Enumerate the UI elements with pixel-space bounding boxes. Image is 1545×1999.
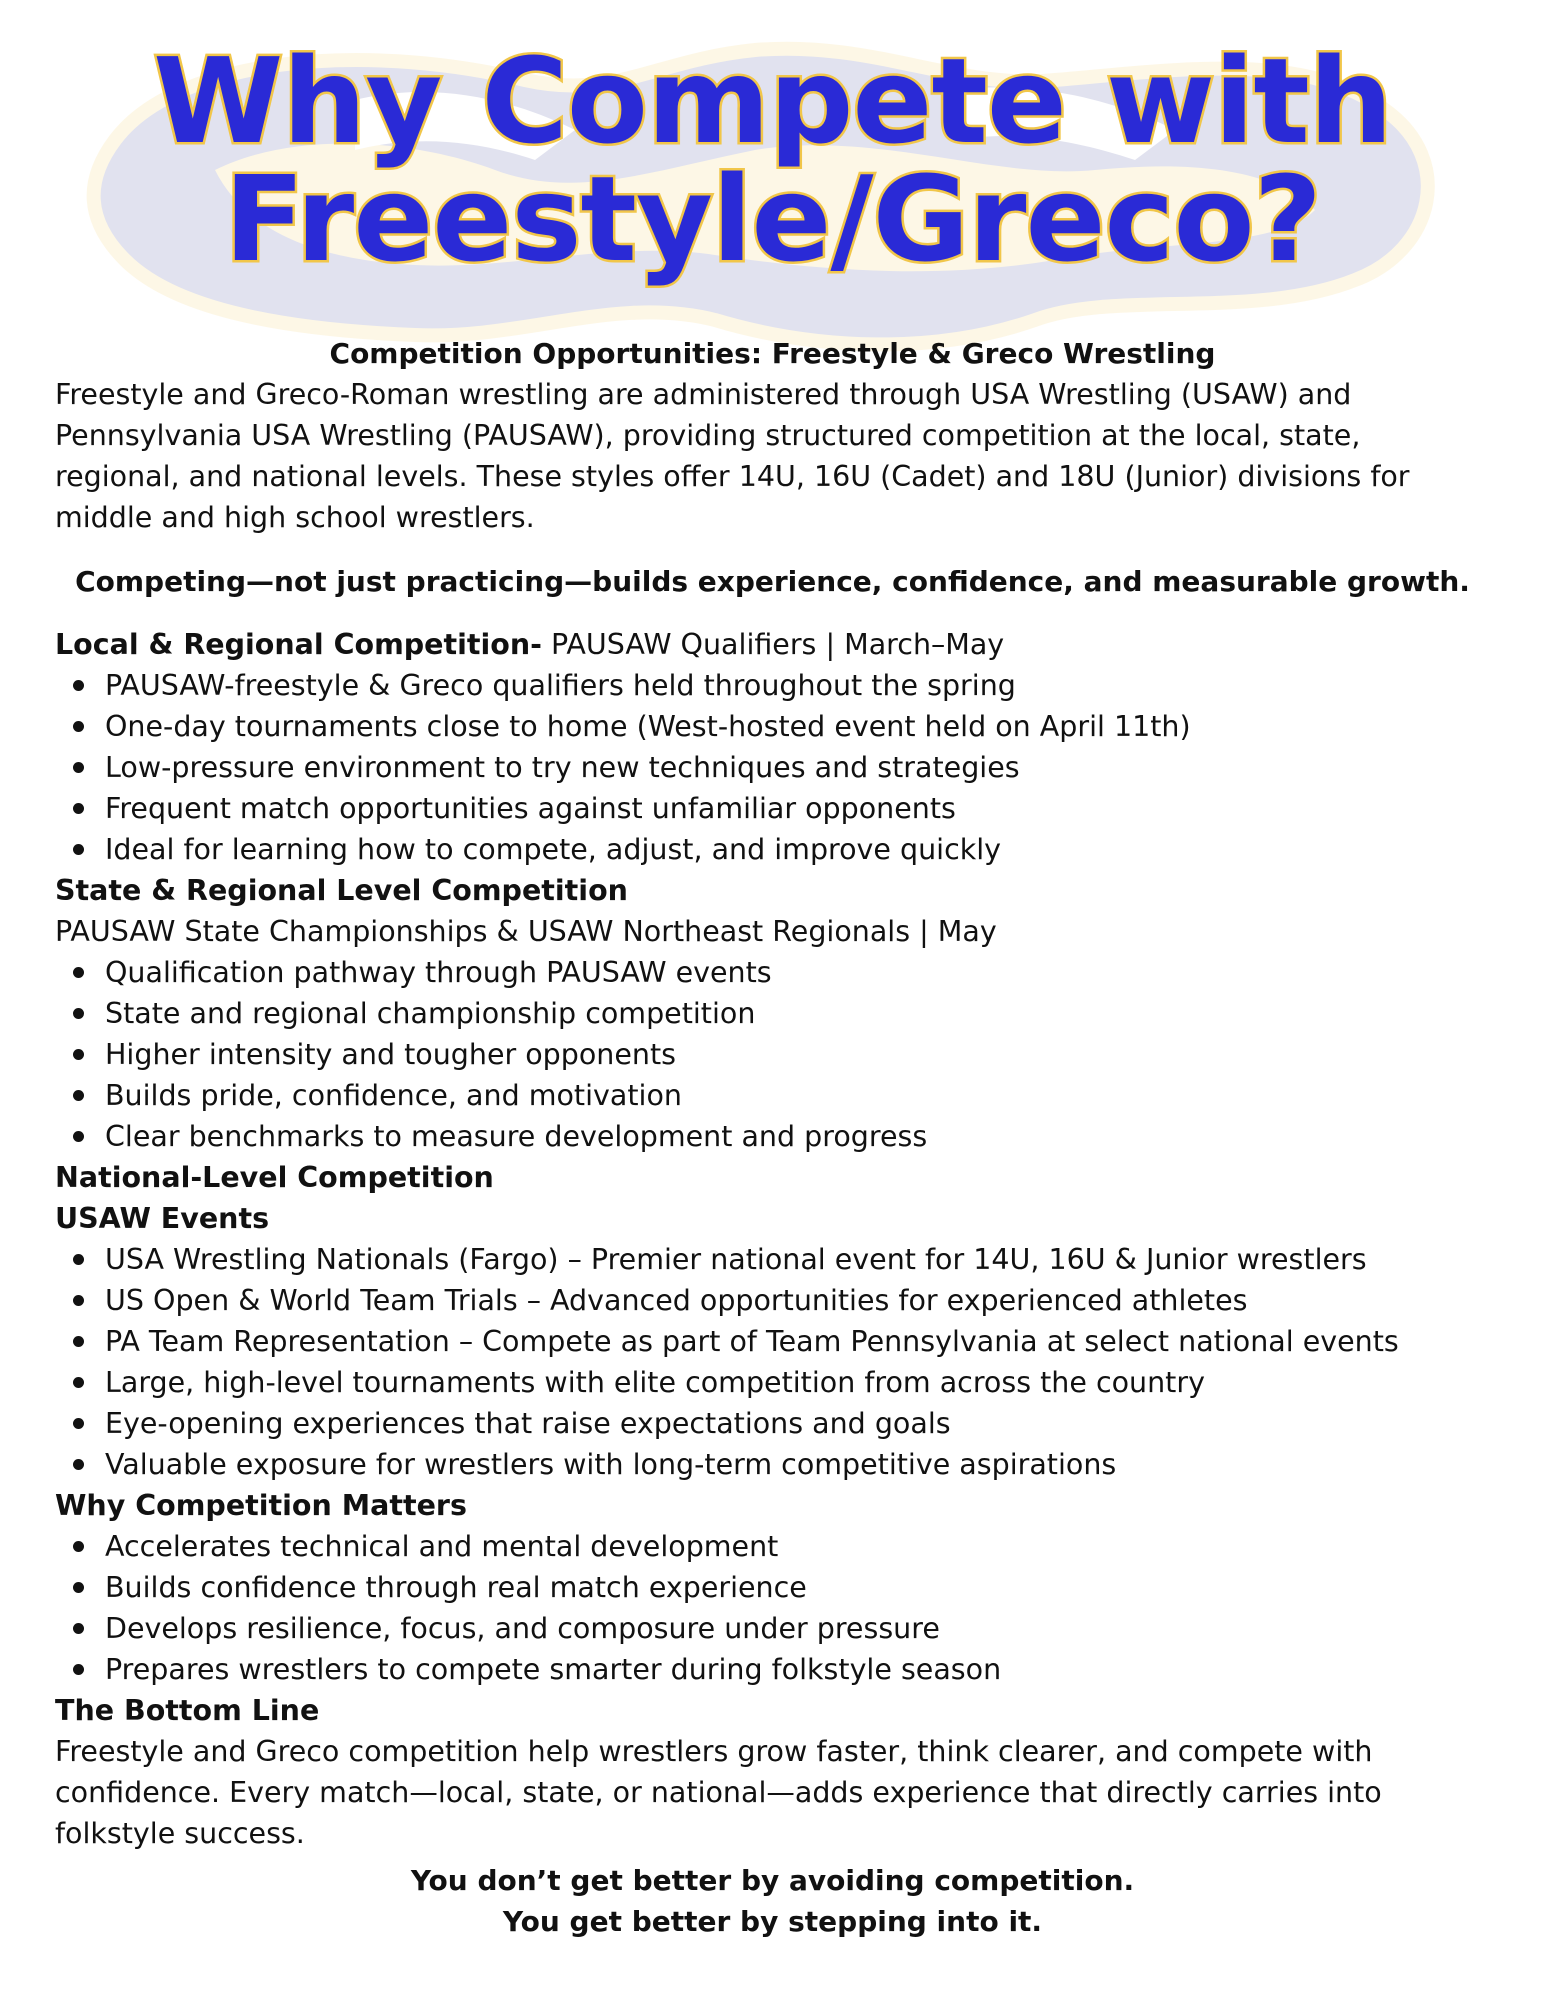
list-item: Frequent match opportunities against unfamiliar opponents [105,788,1490,829]
local-heading-bold: Local & Regional Competition- [55,628,542,661]
bottom-line-heading: The Bottom Line [55,1694,320,1727]
list-item: Ideal for learning how to compete, adjust, and improve quickly [105,829,1490,870]
intro-paragraph: Freestyle and Greco-Roman wrestling are administered through USA Wrestling (USAW) and Pennsylvania USA Wrestling (PAUSAW), providing structured competition at the local, state, regional, and national levels. These styles offer 14U, 16U (Cadet) and 18U (Junior) divisions for middle and high school wrestlers. [55,378,1410,534]
list-item: US Open & World Team Trials – Advanced opportunities for experienced athletes [105,1280,1490,1321]
local-heading-detail: PAUSAW Qualifiers | March–May [541,628,1005,661]
national-section-subheading: USAW Events [55,1202,270,1235]
bottom-line-paragraph: Freestyle and Greco competition help wrestlers grow faster, think clearer, and compete with confidence. Every match—local, state, or national—adds experience that directly carries into folkstyle success. [55,1735,1382,1850]
local-section-heading [55,624,1490,665]
closing-line-1: You don’t get better by avoiding competition. [410,1864,1135,1897]
national-list [55,1239,1490,1485]
list-item: PAUSAW-freestyle & Greco qualifiers held throughout the spring [105,665,1490,706]
matters-section-heading: Why Competition Matters [55,1489,467,1522]
list-item: State and regional championship competition [105,993,1490,1034]
document-body [0,334,1545,1942]
list-item: Large, high-level tournaments with elite competition from across the country [105,1362,1490,1403]
list-item: PA Team Representation – Compete as part of Team Pennsylvania at select national events [105,1321,1490,1362]
list-item: Higher intensity and tougher opponents [105,1034,1490,1075]
state-list [55,952,1490,1157]
closing-statement [55,1860,1490,1942]
list-item: Low-pressure environment to try new techniques and strategies [105,747,1490,788]
list-item: Builds confidence through real match experience [105,1567,1490,1608]
list-item: Builds pride, confidence, and motivation [105,1075,1490,1116]
state-section-heading: State & Regional Level Competition [55,874,628,907]
national-section-heading: National-Level Competition [55,1161,494,1194]
list-item: Develops resilience, focus, and composure under pressure [105,1608,1490,1649]
closing-line-2: You get better by stepping into it. [502,1905,1043,1938]
title-line-2: Freestyle/Greco? [224,150,1321,288]
list-item: Eye-opening experiences that raise expectations and goals [105,1403,1490,1444]
subtitle: Competition Opportunities: Freestyle & Greco Wrestling [329,337,1216,370]
list-item: Accelerates technical and mental development [105,1526,1490,1567]
title-line-1: Why Compete with [153,32,1392,170]
list-item: One-day tournaments close to home (West-hosted event held on April 11th) [105,706,1490,747]
page-title [0,0,1545,288]
local-list [55,665,1490,870]
tagline: Competing—not just practicing—builds experience, confidence, and measurable growth. [75,565,1470,598]
list-item: USA Wrestling Nationals (Fargo) – Premier national event for 14U, 16U & Junior wrestlers [105,1239,1490,1280]
matters-list [55,1526,1490,1690]
list-item: Qualification pathway through PAUSAW events [105,952,1490,993]
state-section-subheading: PAUSAW State Championships & USAW Northeast Regionals | May [55,915,997,948]
list-item: Valuable exposure for wrestlers with long-term competitive aspirations [105,1444,1490,1485]
list-item: Prepares wrestlers to compete smarter during folkstyle season [105,1649,1490,1690]
list-item: Clear benchmarks to measure development and progress [105,1116,1490,1157]
